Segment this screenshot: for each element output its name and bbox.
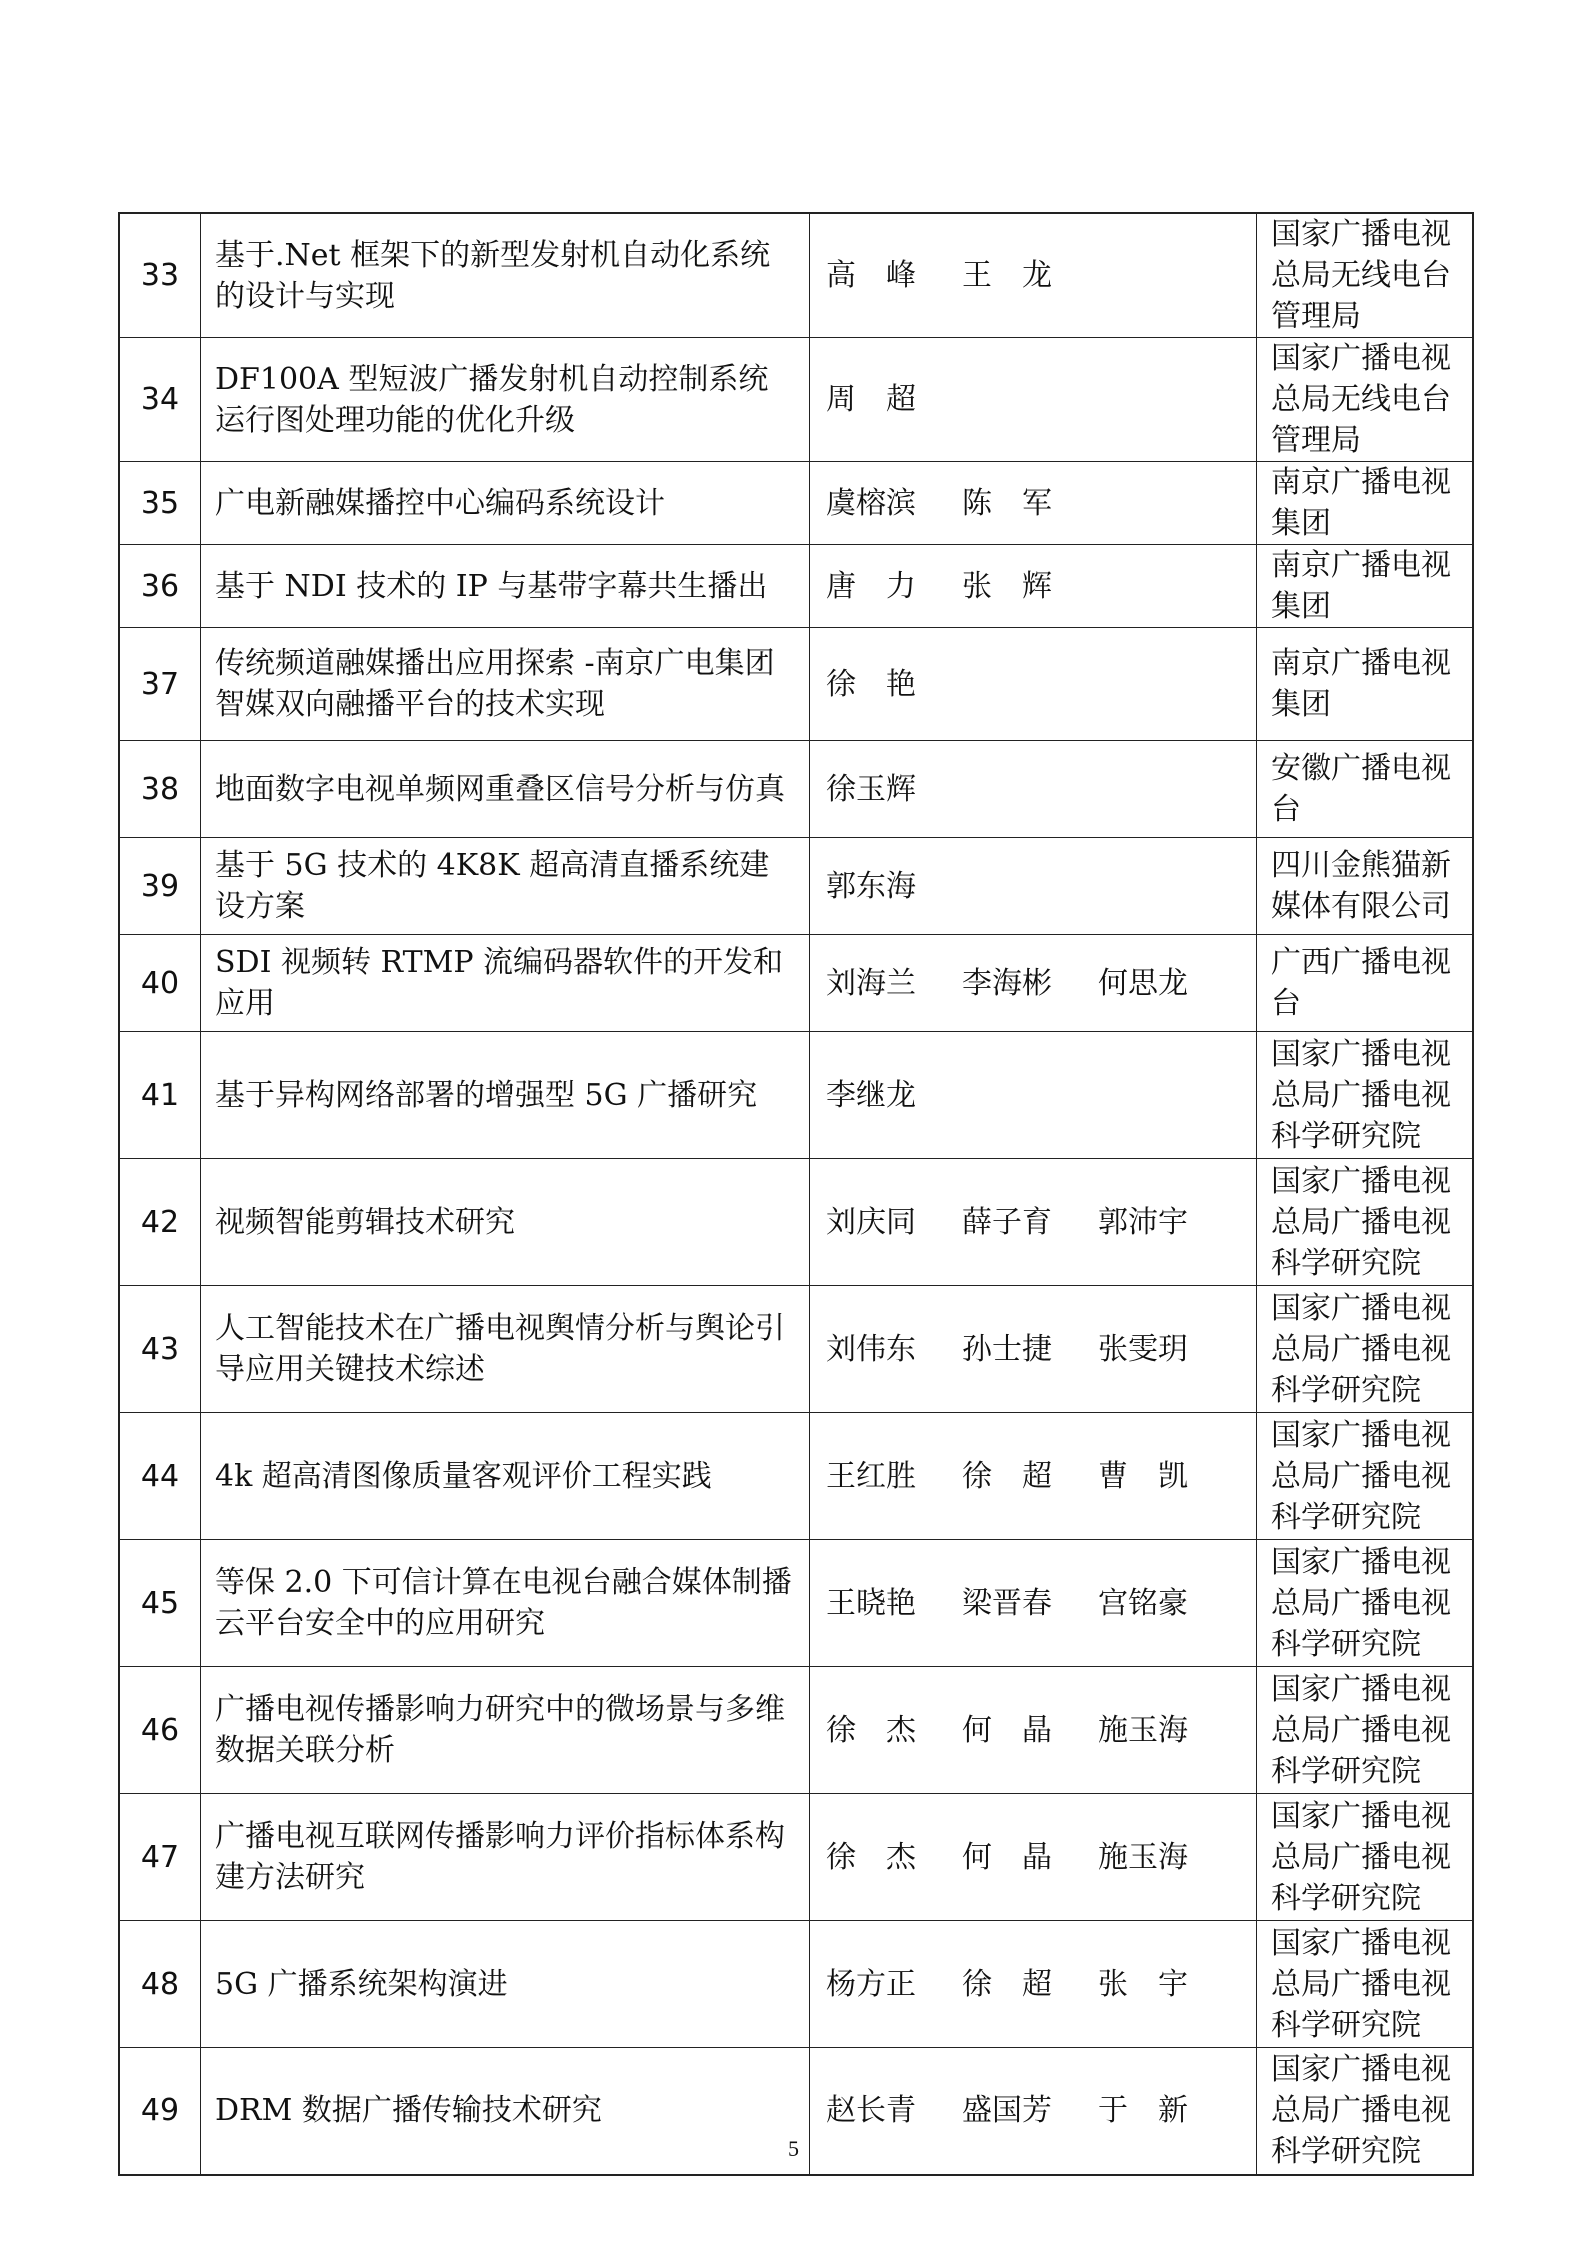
author-name: 李海彬	[962, 965, 1052, 1001]
author-name: 刘伟东	[826, 1331, 916, 1367]
row-number: 36	[119, 545, 201, 628]
row-number: 34	[119, 338, 201, 462]
paper-title: 等保 2.0 下可信计算在电视台融合媒体制播云平台安全中的应用研究	[201, 1540, 810, 1667]
paper-title: 广电新融媒播控中心编码系统设计	[201, 462, 810, 545]
organization: 国家广播电视总局广播电视科学研究院	[1257, 1032, 1474, 1159]
row-number: 33	[119, 213, 201, 338]
organization: 国家广播电视总局广播电视科学研究院	[1257, 1667, 1474, 1794]
author-name: 何 晶	[962, 1712, 1052, 1748]
table-row	[119, 338, 1473, 462]
paper-title: DF100A 型短波广播发射机自动控制系统运行图处理功能的优化升级	[201, 338, 810, 462]
table-row	[119, 1286, 1473, 1413]
paper-title: 广播电视传播影响力研究中的微场景与多维数据关联分析	[201, 1667, 810, 1794]
table-row	[119, 1159, 1473, 1286]
table-row	[119, 545, 1473, 628]
author-name: 徐玉辉	[826, 771, 916, 807]
award-list-table	[118, 212, 1474, 2176]
organization: 国家广播电视总局广播电视科学研究院	[1257, 1286, 1474, 1413]
author-name: 陈 军	[962, 485, 1052, 521]
author-name: 徐 杰	[826, 1712, 916, 1748]
author-name: 施玉海	[1098, 1712, 1188, 1748]
author-name: 徐 超	[962, 1458, 1052, 1494]
table-row	[119, 1667, 1473, 1794]
row-number: 44	[119, 1413, 201, 1540]
authors-cell	[810, 462, 1257, 545]
paper-title: SDI 视频转 RTMP 流编码器软件的开发和应用	[201, 935, 810, 1032]
author-name: 徐 杰	[826, 1839, 916, 1875]
organization: 南京广播电视集团	[1257, 545, 1474, 628]
paper-title: 基于.Net 框架下的新型发射机自动化系统的设计与实现	[201, 213, 810, 338]
paper-title: DRM 数据广播传输技术研究	[201, 2048, 810, 2175]
row-number: 43	[119, 1286, 201, 1413]
paper-title: 传统频道融媒播出应用探索 -南京广电集团智媒双向融播平台的技术实现	[201, 628, 810, 741]
author-name: 曹 凯	[1098, 1458, 1188, 1494]
table-row	[119, 1540, 1473, 1667]
paper-title: 基于 5G 技术的 4K8K 超高清直播系统建设方案	[201, 838, 810, 935]
organization: 南京广播电视集团	[1257, 628, 1474, 741]
paper-title: 地面数字电视单频网重叠区信号分析与仿真	[201, 741, 810, 838]
authors-cell	[810, 338, 1257, 462]
paper-title: 人工智能技术在广播电视舆情分析与舆论引导应用关键技术综述	[201, 1286, 810, 1413]
authors-cell	[810, 838, 1257, 935]
authors-cell	[810, 628, 1257, 741]
author-name: 孙士捷	[962, 1331, 1052, 1367]
authors-cell	[810, 213, 1257, 338]
author-name: 郭沛宇	[1098, 1204, 1188, 1240]
authors-cell	[810, 1540, 1257, 1667]
author-name: 张 宇	[1098, 1966, 1188, 2002]
author-name: 徐 艳	[826, 666, 916, 702]
row-number: 42	[119, 1159, 201, 1286]
authors-cell	[810, 935, 1257, 1032]
authors-cell	[810, 1413, 1257, 1540]
organization: 国家广播电视总局广播电视科学研究院	[1257, 1159, 1474, 1286]
author-name: 高 峰	[826, 258, 916, 293]
table-row	[119, 1921, 1473, 2048]
row-number: 40	[119, 935, 201, 1032]
author-name: 盛国芳	[962, 2093, 1052, 2129]
author-name: 赵长青	[826, 2093, 916, 2129]
paper-title: 5G 广播系统架构演进	[201, 1921, 810, 2048]
author-name: 周 超	[826, 382, 916, 417]
organization: 国家广播电视总局广播电视科学研究院	[1257, 1413, 1474, 1540]
row-number: 38	[119, 741, 201, 838]
organization: 四川金熊猫新媒体有限公司	[1257, 838, 1474, 935]
author-name: 梁晋春	[962, 1585, 1052, 1621]
author-name: 宫铭豪	[1098, 1585, 1188, 1621]
authors-cell	[810, 1032, 1257, 1159]
table-row	[119, 935, 1473, 1032]
organization: 国家广播电视总局无线电台管理局	[1257, 213, 1474, 338]
page-number: 5	[788, 2136, 799, 2161]
paper-title: 基于异构网络部署的增强型 5G 广播研究	[201, 1032, 810, 1159]
table-row	[119, 1032, 1473, 1159]
table-row	[119, 838, 1473, 935]
author-name: 杨方正	[826, 1966, 916, 2002]
author-name: 刘海兰	[826, 965, 916, 1001]
authors-cell	[810, 741, 1257, 838]
author-name: 何思龙	[1098, 965, 1188, 1001]
authors-cell	[810, 1921, 1257, 2048]
authors-cell	[810, 1159, 1257, 1286]
table-row	[119, 213, 1473, 338]
row-number: 47	[119, 1794, 201, 1921]
author-name: 施玉海	[1098, 1839, 1188, 1875]
organization: 国家广播电视总局广播电视科学研究院	[1257, 2048, 1474, 2175]
row-number: 49	[119, 2048, 201, 2175]
paper-title: 视频智能剪辑技术研究	[201, 1159, 810, 1286]
table-body	[119, 213, 1473, 2175]
author-name: 刘庆同	[826, 1204, 916, 1240]
author-name: 王红胜	[826, 1458, 916, 1494]
organization: 安徽广播电视台	[1257, 741, 1474, 838]
row-number: 48	[119, 1921, 201, 2048]
authors-cell	[810, 1286, 1257, 1413]
table-row	[119, 628, 1473, 741]
organization: 南京广播电视集团	[1257, 462, 1474, 545]
row-number: 37	[119, 628, 201, 741]
row-number: 35	[119, 462, 201, 545]
author-name: 王晓艳	[826, 1585, 916, 1621]
table-row	[119, 1413, 1473, 1540]
author-name: 王 龙	[962, 258, 1052, 293]
authors-cell	[810, 1794, 1257, 1921]
author-name: 于 新	[1098, 2093, 1188, 2129]
table-row	[119, 462, 1473, 545]
organization: 国家广播电视总局广播电视科学研究院	[1257, 1540, 1474, 1667]
author-name: 郭东海	[826, 868, 916, 904]
author-name: 徐 超	[962, 1966, 1052, 2002]
paper-title: 基于 NDI 技术的 IP 与基带字幕共生播出	[201, 545, 810, 628]
paper-title: 广播电视互联网传播影响力评价指标体系构建方法研究	[201, 1794, 810, 1921]
organization: 国家广播电视总局广播电视科学研究院	[1257, 1921, 1474, 2048]
author-name: 张 辉	[962, 568, 1052, 604]
organization: 国家广播电视总局无线电台管理局	[1257, 338, 1474, 462]
authors-cell	[810, 1667, 1257, 1794]
author-name: 李继龙	[826, 1077, 916, 1113]
author-name: 何 晶	[962, 1839, 1052, 1875]
author-name: 虞榕滨	[826, 485, 916, 521]
organization: 国家广播电视总局广播电视科学研究院	[1257, 1794, 1474, 1921]
author-name: 薛子育	[962, 1204, 1052, 1240]
authors-cell	[810, 545, 1257, 628]
row-number: 39	[119, 838, 201, 935]
row-number: 46	[119, 1667, 201, 1794]
row-number: 45	[119, 1540, 201, 1667]
organization: 广西广播电视台	[1257, 935, 1474, 1032]
table-row	[119, 741, 1473, 838]
row-number: 41	[119, 1032, 201, 1159]
table-row	[119, 1794, 1473, 1921]
author-name: 唐 力	[826, 568, 916, 604]
author-name: 张雯玥	[1098, 1331, 1188, 1367]
paper-title: 4k 超高清图像质量客观评价工程实践	[201, 1413, 810, 1540]
